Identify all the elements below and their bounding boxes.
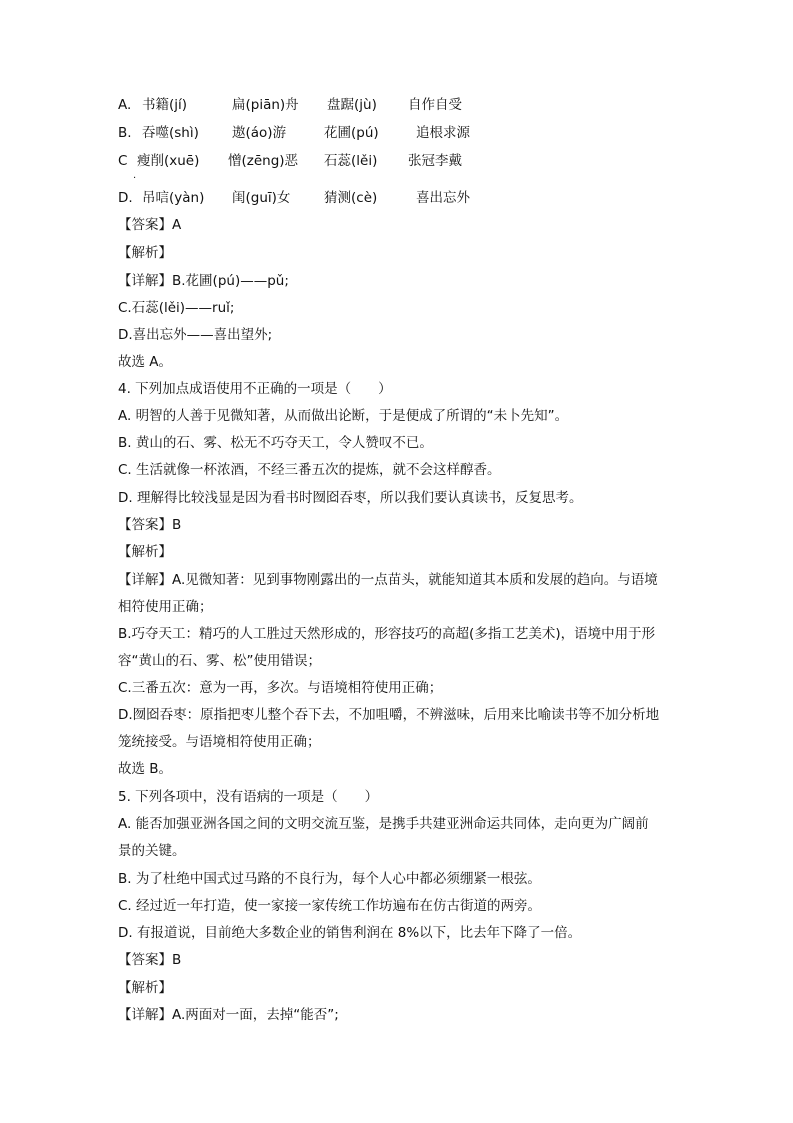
q4-detail-b-cont: 容“黄山的石、雾、松”使用错误；	[118, 653, 321, 669]
q4-detail-a: 【详解】A.见微知著：见到事物刚露出的一点苗头，就能知道其本质和发展的趋向。与语境	[118, 572, 658, 588]
option-item: 遨(áo)游	[232, 125, 287, 141]
option-item: 猜测(cè)	[324, 190, 378, 206]
q4-detail-c: C.三番五次：意为一再，多次。与语境相符使用正确；	[118, 680, 443, 696]
q4-conclusion: 故选 B。	[118, 761, 173, 777]
q5-analysis-header: 【解析】	[118, 980, 172, 996]
q3-detail: 【详解】B.花圃(pú)——pǔ;	[118, 273, 289, 289]
option-item: 石蕊(lěi)	[324, 153, 378, 169]
option-item: 书籍(jí)	[142, 97, 188, 113]
option-item: 喜出忘外	[416, 190, 470, 206]
option-label: B.	[118, 125, 132, 141]
emphasis-dot: ·	[133, 173, 137, 184]
q3-answer: 【答案】A	[118, 217, 182, 233]
option-item: 追根求源	[416, 125, 470, 141]
q5-option-a: A. 能否加强亚洲各国之间的文明交流互鉴，是携手共建亚洲命运共同体，走向更为广阔前	[118, 816, 649, 832]
option-item: 吊唁(yàn)	[142, 190, 205, 206]
option-item: 闺(guī)女	[232, 190, 291, 206]
option-item: 吞噬(shì)	[142, 125, 199, 141]
option-item: 扁(piān)舟	[232, 97, 299, 113]
option-item: 张冠李戴	[408, 153, 462, 169]
q4-detail-d-cont: 笼统接受。与语境相符使用正确；	[118, 734, 321, 750]
option-label: C	[118, 153, 128, 169]
option-label: A.	[118, 97, 132, 113]
q5-option-c: C. 经过近一年打造，使一家接一家传统工作坊遍布在仿古街道的两旁。	[118, 898, 542, 914]
q3-analysis-header: 【解析】	[118, 245, 172, 261]
q3-detail: C.石蕊(lěi)——ruǐ;	[118, 300, 235, 316]
q4-option-b: B. 黄山的石、雾、松无不巧夺天工，令人赞叹不已。	[118, 435, 433, 451]
q5-answer: 【答案】B	[118, 952, 182, 968]
q4-question: 4. 下列加点成语使用不正确的一项是（ ）	[118, 381, 392, 397]
q4-detail-a-cont: 相符使用正确；	[118, 599, 213, 615]
q3-detail: D.喜出忘外——喜出望外;	[118, 327, 273, 343]
q3-conclusion: 故选 A。	[118, 354, 173, 370]
option-item: 花圃(pú)	[324, 125, 379, 141]
q5-option-a-cont: 景的关键。	[118, 843, 186, 859]
q5-option-b: B. 为了杜绝中国式过马路的不良行为，每个人心中都必须绷紧一根弦。	[118, 871, 541, 887]
q4-analysis-header: 【解析】	[118, 544, 172, 560]
option-item: 瘦削(xuē)	[137, 153, 200, 169]
q4-answer: 【答案】B	[118, 517, 182, 533]
q4-detail-b: B.巧夺天工：精巧的人工胜过天然形成的，形容技巧的高超(多指工艺美术)，语境中用于形	[118, 626, 656, 642]
q4-detail-d: D.囫囵吞枣：原指把枣儿整个吞下去，不加咀嚼，不辨滋味，后用来比喻读书等不加分析地	[118, 707, 660, 723]
q5-option-d: D. 有报道说，目前绝大多数企业的销售利润在 8%以下，比去年下降了一倍。	[118, 925, 582, 941]
q4-option-a: A. 明智的人善于见微知著，从而做出论断，于是便成了所谓的“未卜先知”。	[118, 408, 569, 424]
option-item: 自作自受	[408, 97, 462, 113]
option-label: D.	[118, 190, 133, 206]
q5-question: 5. 下列各项中，没有语病的一项是（ ）	[118, 789, 379, 805]
option-item: 盘踞(jù)	[327, 97, 377, 113]
q4-option-c: C. 生活就像一杯浓酒，不经三番五次的提炼，就不会这样醇香。	[118, 462, 501, 478]
q4-option-d: D. 理解得比较浅显是因为看书时囫囵吞枣，所以我们要认真读书，反复思考。	[118, 490, 583, 506]
option-item: 憎(zēng)恶	[228, 153, 299, 169]
q5-detail-a: 【详解】A.两面对一面，去掉“能否”;	[118, 1007, 339, 1023]
